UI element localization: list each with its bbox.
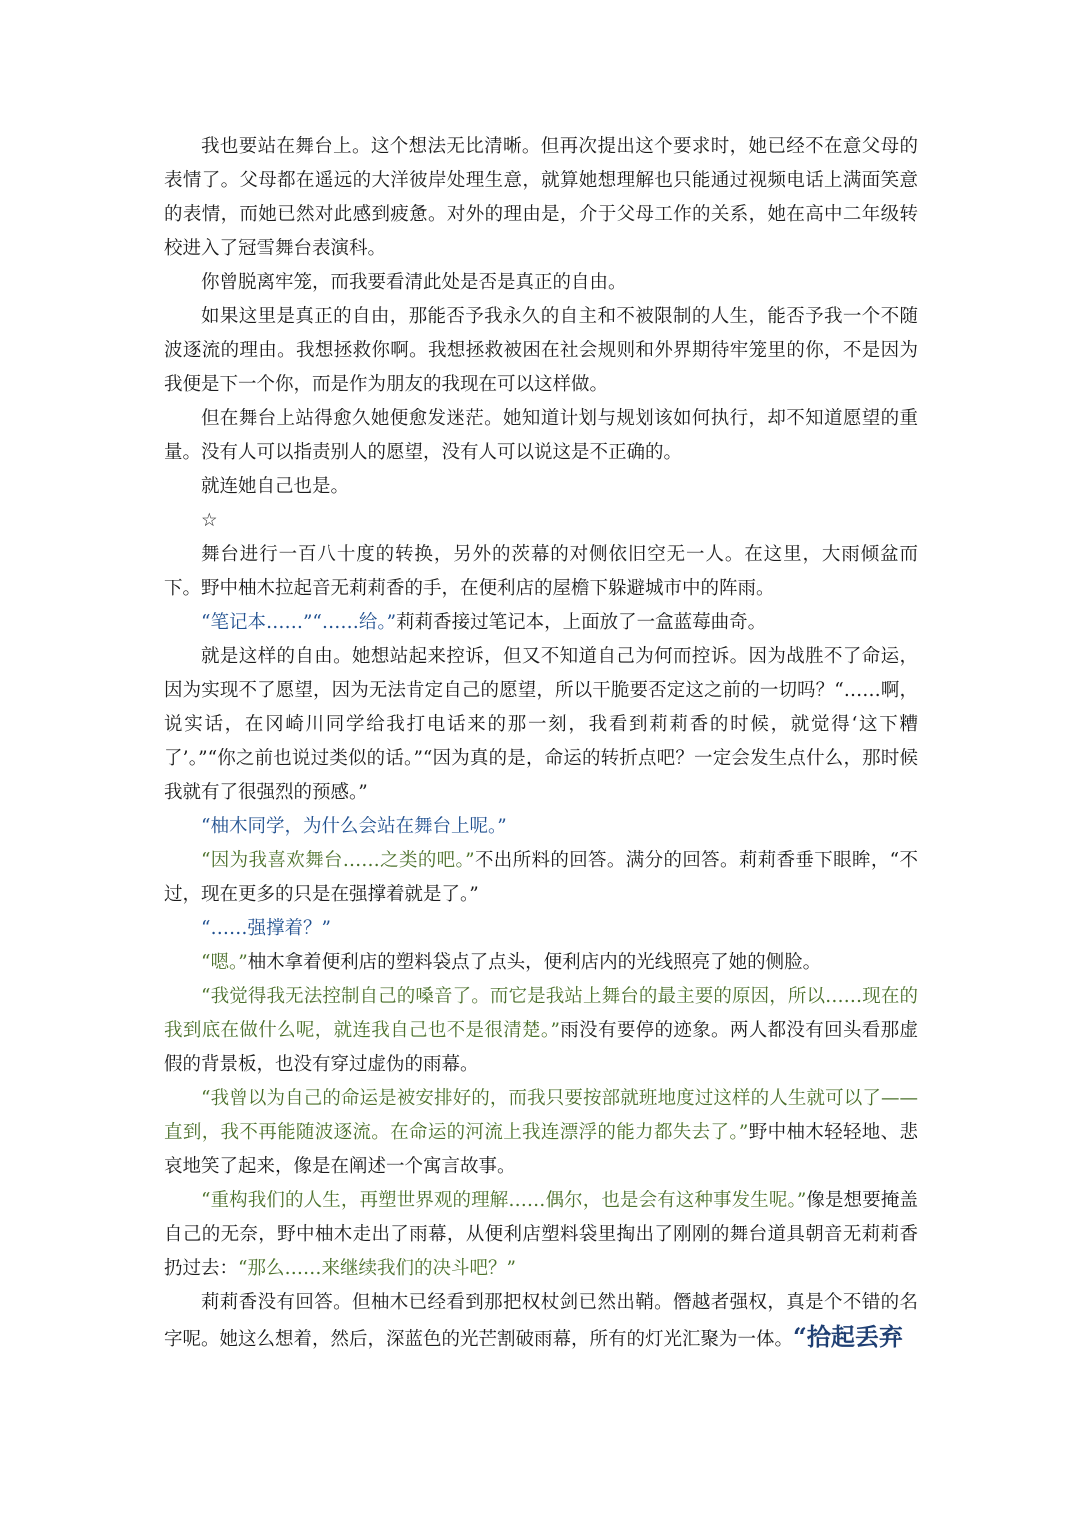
paragraph-10 [164,810,918,844]
dialogue-lilika: “……强撑着？” [201,918,331,939]
dialogue-lilika: “柚木同学，为什么会站在舞台上呢。” [201,816,507,837]
paragraph-15 [164,1082,918,1184]
text-segment: 如果这里是真正的自由，那能否予我永久的自主和不被限制的人生，能否予我一个不随波逐流的理由。我想拯救你啊。我想拯救被困在社会规则和外界期待牢笼里的你，不是因为我便是下一个你，而是作为朋友的我现在可以这样做。 [164,306,918,395]
paragraph-11 [164,844,918,912]
text-segment: 你曾脱离牢笼，而我要看清此处是否是真正的自由。 [201,272,627,293]
text-segment: 莉莉香没有回答。但柚木已经看到那把权杖剑已然出鞘。僭越者强权，真是个不错的名字呢。她这么想着，然后，深蓝色的光芒割破雨幕，所有的灯光汇聚为一体。 [164,1292,918,1350]
paragraph-4 [164,402,918,470]
paragraph-17 [164,1286,918,1357]
paragraph-3 [164,300,918,402]
paragraph-2 [164,266,918,300]
text-segment: 就是这样的自由。她想站起来控诉，但又不知道自己为何而控诉。因为战胜不了命运，因为实现不了愿望，因为无法肯定自己的愿望，所以干脆要否定这之前的一切吗？“……啊，说实话，在冈崎川同学给我打电话来的那一刻，我看到莉莉香的时候，就觉得‘这下糟了’。”“你之前也说过类似的话。”“因为真的是，命运的转折点吧？一定会发生点什么，那时候我就有了很强烈的预感。” [164,646,918,803]
star-symbol: ☆ [201,510,218,531]
text-segment: 野中柚木轻轻地、悲哀地笑了起来，像是在阐述一个寓言故事。 [164,1122,918,1177]
dialogue-lilika: “笔记本……”“……给。” [201,612,397,633]
text-segment: 舞台进行一百八十度的转换，另外的茨幕的对侧依旧空无一人。在这里，大雨倾盆而下。野中柚木拉起音无莉莉香的手，在便利店的屋檐下躲避城市中的阵雨。 [164,544,918,599]
dialogue-yuzuki: “我曾以为自己的命运是被安排好的，而我只要按部就班地度过这样的人生就可以了——直到，我不再能随波逐流。在命运的河流上我连漂浮的能力都失去了。” [164,1088,918,1143]
paragraph-14 [164,980,918,1082]
dialogue-yuzuki: “那么……来继续我们的决斗吧？” [238,1258,516,1279]
paragraph-9 [164,640,918,810]
dialogue-yuzuki: “我觉得我无法控制自己的嗓音了。而它是我站上舞台的最主要的原因，所以……现在的我到底在做什么呢，就连我自己也不是很清楚。” [164,986,918,1041]
paragraph-13 [164,946,918,980]
text-segment: 不出所料的回答。满分的回答。莉莉香垂下眼眸，“不过，现在更多的只是在强撑着就是了。” [164,850,918,905]
text-segment: 我也要站在舞台上。这个想法无比清晰。但再次提出这个要求时，她已经不在意父母的表情了。父母都在遥远的大洋彼岸处理生意，就算她想理解也只能通过视频电话上满面笑意的表情，而她已然对此感到疲惫。对外的理由是，介于父母工作的关系，她在高中二年级转校进入了冠雪舞台表演科。 [164,136,918,259]
text-segment: 柚木拿着便利店的塑料袋点了点头，便利店内的光线照亮了她的侧脸。 [247,952,822,973]
dialogue-yuzuki: “嗯。” [201,952,248,973]
text-segment: 像是想要掩盖自己的无奈，野中柚木走出了雨幕，从便利店塑料袋里掏出了刚刚的舞台道具朝音无莉莉香扔过去： [164,1190,918,1279]
text-segment: 但在舞台上站得愈久她便愈发迷茫。她知道计划与规划该如何执行，却不知道愿望的重量。没有人可以指责别人的愿望，没有人可以说这是不正确的。 [164,408,918,463]
dialogue-yuzuki: “重构我们的人生，再塑世界观的理解……偶尔，也是会有这种事发生呢。” [201,1190,807,1211]
text-segment: 雨没有要停的迹象。两人都没有回头看那虚假的背景板，也没有穿过虚伪的雨幕。 [164,1020,918,1075]
dialogue-yuzuki: “因为我喜欢舞台……之类的吧。” [201,850,475,871]
paragraph-5 [164,470,918,504]
emphasis-heading-text: “拾起丢弃 [793,1322,903,1351]
paragraph-8 [164,606,918,640]
paragraph-16 [164,1184,918,1286]
paragraph-1 [164,130,918,266]
paragraph-7 [164,538,918,606]
scene-break-star [164,504,918,538]
text-segment: 就连她自己也是。 [201,476,350,497]
text-segment: 莉莉香接过笔记本，上面放了一盒蓝莓曲奇。 [396,612,767,633]
document-body [164,130,918,1357]
paragraph-12 [164,912,918,946]
